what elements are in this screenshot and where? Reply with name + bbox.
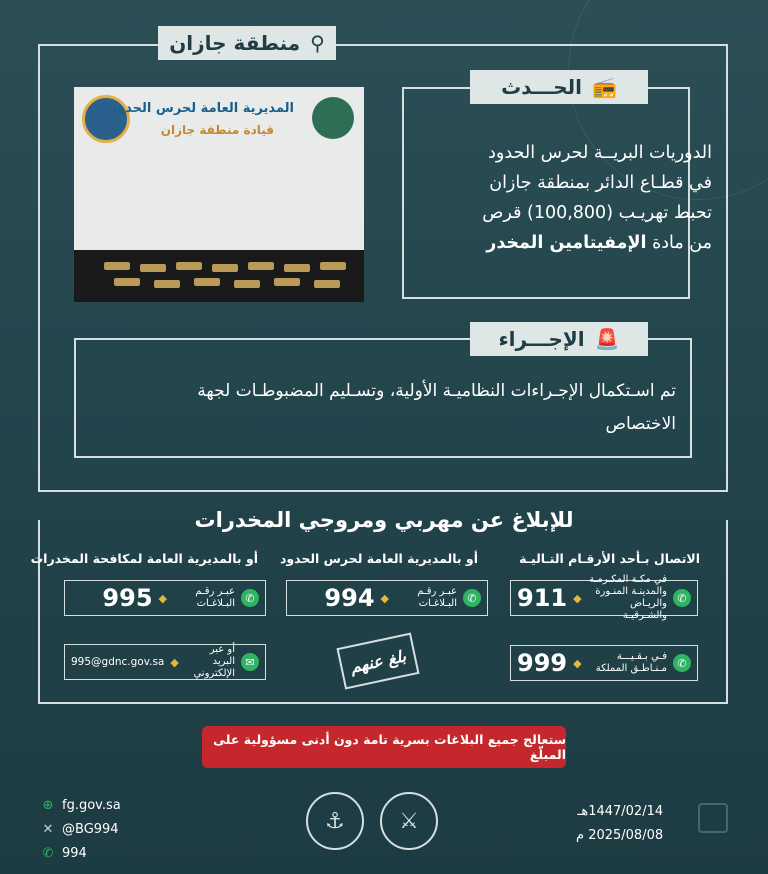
report-stamp: بلغ عنهم <box>336 633 419 690</box>
action-label: الإجـــراء <box>498 327 585 351</box>
arrow-icon: ◆ <box>158 591 167 605</box>
website-link[interactable]: ⊕ fg.gov.sa <box>40 793 121 817</box>
phone-icon: ✆ <box>673 589 691 607</box>
action-description <box>76 375 676 441</box>
event-line: تحبط تهريـب (100,800) قرص <box>482 203 712 223</box>
event-line: في قطـاع الدائر بمنطقة جازان <box>489 173 712 193</box>
event-pill <box>470 70 648 104</box>
siren-icon: 🚨 <box>594 327 620 351</box>
phone-link[interactable]: ✆ 994 <box>40 841 121 865</box>
region-pill <box>158 26 336 60</box>
action-pill <box>470 322 648 356</box>
arrow-icon: ◆ <box>573 656 582 670</box>
photo-org-title: المديرية العامة لحرس الحدود <box>110 101 294 116</box>
twitter-link[interactable]: ✕ @BG994 <box>40 817 121 841</box>
col-head-numbers: الاتصال بـأحد الأرقـام التـاليـة <box>519 551 700 566</box>
col-head-narcotics: أو بالمديرية العامة لمكافحة المخدرات <box>30 551 258 566</box>
hotline-999[interactable]: ✆ فـي بـقـيـــة مـنـاطـق المملكة ◆ 999 <box>510 645 698 681</box>
photo-org-subtitle: قيادة منطقة جازان <box>160 123 274 137</box>
arrow-icon: ◆ <box>380 591 389 605</box>
saudi-emblem: ⚔ <box>380 792 438 850</box>
email-address[interactable]: 995@gdnc.gov.sa <box>71 656 165 668</box>
hijri-date: 1447/02/14هـ <box>577 804 664 819</box>
footer-contacts <box>40 793 121 865</box>
event-description <box>412 138 712 258</box>
event-line: الدوريات البريــة لحرس الحدود <box>488 143 712 163</box>
mail-icon: ✉ <box>241 653 259 671</box>
dates <box>576 800 663 848</box>
phone-icon: ✆ <box>241 589 259 607</box>
phone-icon: ✆ <box>463 589 481 607</box>
region-label: منطقة جازان <box>169 31 301 55</box>
binoculars-icon: ⚲ <box>310 31 325 55</box>
arrow-icon: ◆ <box>573 591 582 605</box>
email-contact[interactable]: ✉ أو عبر البريد الإلكتروني ◆ 995@gdnc.gov.sa <box>64 644 266 680</box>
phone-icon: ✆ <box>673 654 691 672</box>
table <box>74 250 364 302</box>
emblem-logo <box>312 97 354 139</box>
hotline-995[interactable]: ✆ عبـر رقـم البـلاغـات ◆ 995 <box>64 580 266 616</box>
x-icon: ✕ <box>42 821 54 837</box>
event-line: من مادة الإمفيتامين المخدر <box>486 233 712 253</box>
event-highlight: الإمفيتامين المخدر <box>486 233 647 253</box>
seizure-photo <box>74 87 364 302</box>
action-line: الاختصاص <box>605 414 676 434</box>
action-line: تم اسـتكمال الإجـراءات النظاميـة الأولية، وتسـليم المضبوطـات لجهة <box>197 381 676 401</box>
col-head-border-guard: أو بالمديرية العامة لحرس الحدود <box>279 551 478 566</box>
radio-icon: 📻 <box>592 75 617 99</box>
gregorian-date: 2025/08/08 م <box>576 828 664 843</box>
report-title: للإبلاغ عن مهربي ومروجي المخدرات <box>194 508 574 532</box>
arrow-icon: ◆ <box>170 655 179 669</box>
confidentiality-banner: ستعالج جميع البلاغات بسرية تامة دون أدنى مسؤولية على المبلّغ <box>202 726 566 768</box>
hotline-911[interactable]: ✆ في مكـة المكـرمـة والمدينـة المنـورة والريـاض والشـرقيـة ◆ 911 <box>510 580 698 616</box>
border-guard-emblem: ⚓ <box>306 792 364 850</box>
globe-icon: ⊕ <box>42 797 54 813</box>
phone-icon: ✆ <box>42 845 54 861</box>
calendar-icon <box>698 803 728 833</box>
event-label: الحـــدث <box>501 75 583 99</box>
hotline-994[interactable]: ✆ عبـر رقـم البـلاغـات ◆ 994 <box>286 580 488 616</box>
